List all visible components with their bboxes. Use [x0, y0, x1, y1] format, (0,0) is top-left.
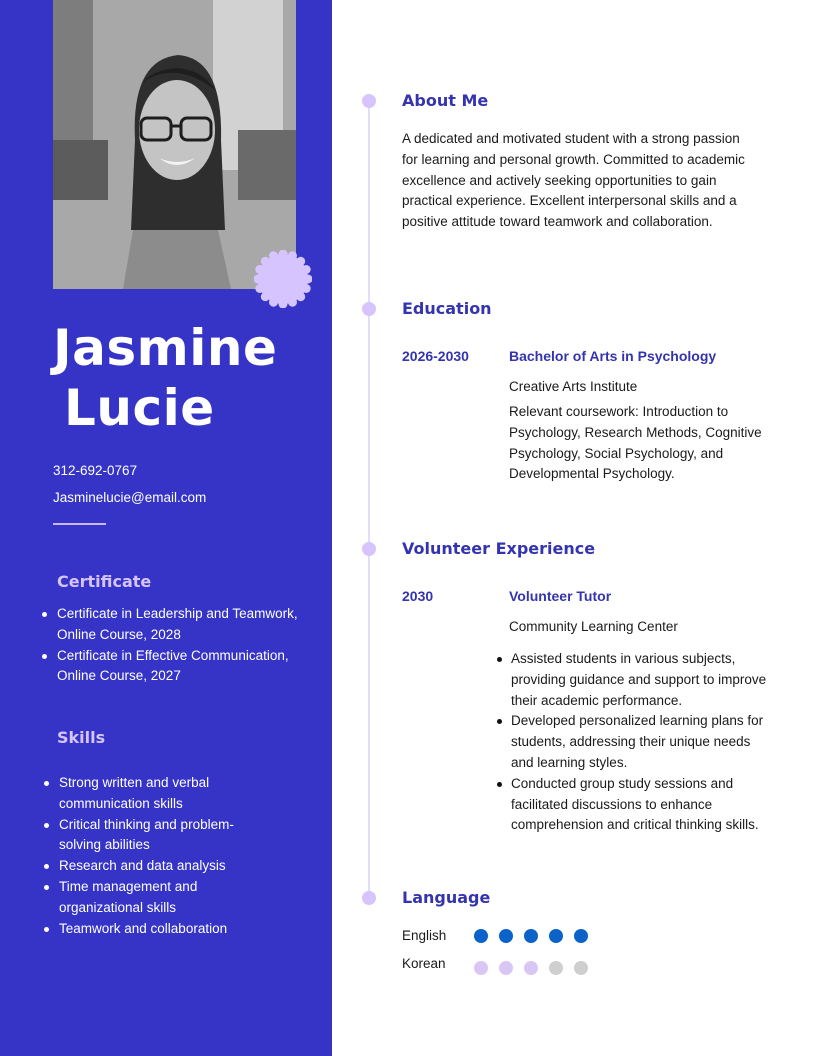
- timeline-dot: [362, 891, 376, 905]
- education-degree: Bachelor of Arts in Psychology: [509, 348, 717, 364]
- rating-dot-filled: [474, 929, 488, 943]
- rating-dot-filled: [524, 929, 538, 943]
- education-heading: Education: [402, 299, 492, 318]
- list-item: Developed personalized learning plans for students, addressing their unique needs and learning styles.: [511, 711, 773, 773]
- rating-dot-filled: [524, 961, 538, 975]
- list-item: Conducted group study sessions and facilitated discussions to enhance comprehension and critical thinking skills.: [511, 774, 773, 836]
- volunteer-role: Volunteer Tutor: [509, 588, 612, 604]
- education-years: 2026-2030: [402, 348, 469, 364]
- volunteer-org: Community Learning Center: [509, 619, 678, 634]
- email-address: Jasminelucie@email.com: [53, 490, 207, 505]
- list-item: Research and data analysis: [59, 856, 269, 877]
- rating-dot-empty: [549, 961, 563, 975]
- skills-list: [59, 773, 269, 939]
- language-korean-rating: [474, 961, 588, 975]
- language-korean-label: Korean: [402, 956, 446, 971]
- rating-dot-empty: [574, 961, 588, 975]
- rating-dot-filled: [474, 961, 488, 975]
- profile-photo: [53, 0, 296, 289]
- rating-dot-filled: [499, 961, 513, 975]
- about-text: A dedicated and motivated student with a strong passion for learning and personal growth. Committed to academic excellence and actively seeking opportunities to gain practical experience. Excellent interpersonal skills and a positive attitude toward teamwork and collaboration.: [402, 131, 745, 230]
- phone-number: 312-692-0767: [53, 463, 138, 478]
- divider: [53, 523, 106, 525]
- list-item: Assisted students in various subjects, providing guidance and support to improve their academic performance.: [511, 649, 773, 711]
- list-item: Strong written and verbal communication skills: [59, 773, 269, 815]
- list-item: Time management and organizational skills: [59, 877, 269, 919]
- about-heading: About Me: [402, 91, 489, 110]
- volunteer-heading: Volunteer Experience: [402, 539, 596, 558]
- skills-heading: Skills: [57, 728, 106, 747]
- education-coursework: Relevant coursework: Introduction to Psychology, Research Methods, Cognitive Psychology, Social Psychology, and Developmental Psychology.: [509, 404, 762, 482]
- sidebar: [0, 0, 332, 1056]
- rating-dot-filled: [549, 929, 563, 943]
- education-school: Creative Arts Institute: [509, 379, 638, 394]
- name-last: Lucie: [64, 379, 215, 437]
- scalloped-badge-icon: [254, 250, 312, 308]
- language-english-rating: [474, 929, 588, 943]
- timeline-line: [368, 102, 370, 898]
- person-name: [53, 318, 277, 438]
- certificate-heading: Certificate: [57, 572, 152, 591]
- timeline-dot: [362, 542, 376, 556]
- name-first: Jasmine: [53, 319, 278, 377]
- list-item: Certificate in Effective Communication, Online Course, 2027: [57, 646, 307, 688]
- language-english-label: English: [402, 928, 447, 943]
- rating-dot-filled: [499, 929, 513, 943]
- list-item: Teamwork and collaboration: [59, 919, 269, 940]
- list-item: Certificate in Leadership and Teamwork, Online Course, 2028: [57, 604, 307, 646]
- timeline-dot: [362, 302, 376, 316]
- language-heading: Language: [402, 888, 491, 907]
- volunteer-year: 2030: [402, 588, 434, 604]
- rating-dot-filled: [574, 929, 588, 943]
- volunteer-bullets: [511, 649, 773, 836]
- certificate-list: [57, 604, 307, 687]
- timeline-dot: [362, 94, 376, 108]
- list-item: Critical thinking and problem-solving abilities: [59, 815, 269, 857]
